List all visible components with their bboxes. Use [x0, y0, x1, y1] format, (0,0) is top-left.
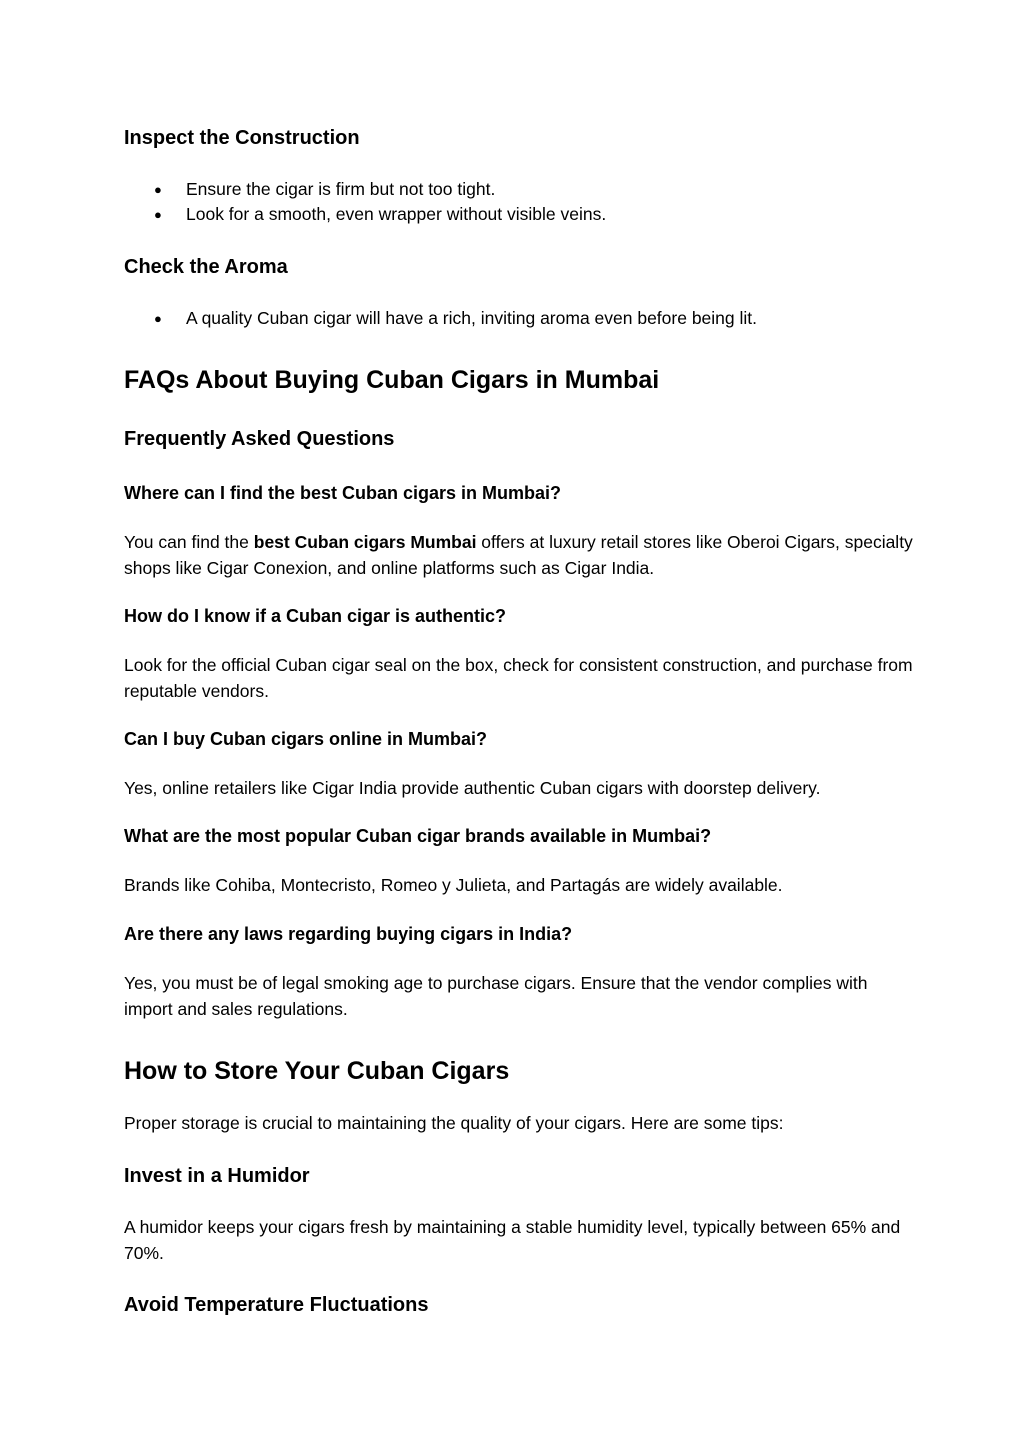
faqs-heading: FAQs About Buying Cuban Cigars in Mumbai	[124, 366, 660, 394]
faq-question: Are there any laws regarding buying cigars in India?	[124, 924, 573, 944]
answer-bold-text: best Cuban cigars Mumbai	[253, 532, 477, 552]
humidor-heading: Invest in a Humidor	[124, 1165, 310, 1187]
storage-heading: How to Store Your Cuban Cigars	[124, 1057, 510, 1085]
faq-answer: Brands like Cohiba, Montecristo, Romeo y Julieta, and Partagás are widely available.	[124, 875, 783, 895]
bullet-text: Ensure the cigar is firm but not too tight.	[186, 179, 496, 199]
faq-answer: Yes, online retailers like Cigar India provide authentic Cuban cigars with doorstep delivery.	[124, 778, 821, 798]
faq-question: How do I know if a Cuban cigar is authentic?	[124, 606, 507, 626]
check-aroma-heading: Check the Aroma	[124, 256, 288, 278]
bullet-text: Look for a smooth, even wrapper without visible veins.	[186, 204, 607, 224]
faq-subheading: Frequently Asked Questions	[124, 428, 395, 450]
answer-text: offers at luxury retail stores like Oberoi Cigars, specialty shops like Cigar Conexion, and online platforms such as Cigar India.	[124, 532, 913, 578]
inspect-construction-heading: Inspect the Construction	[124, 127, 360, 149]
faq-question: What are the most popular Cuban cigar brands available in Mumbai?	[124, 826, 712, 846]
temperature-heading: Avoid Temperature Fluctuations	[124, 1294, 429, 1316]
humidor-text: A humidor keeps your cigars fresh by maintaining a stable humidity level, typically between 65% and 70%.	[124, 1217, 901, 1263]
answer-text: You can find the	[124, 532, 254, 552]
bullet-icon: ●	[154, 182, 162, 197]
storage-intro: Proper storage is crucial to maintaining the quality of your cigars. Here are some tips:	[124, 1113, 784, 1133]
bullet-text: A quality Cuban cigar will have a rich, inviting aroma even before being lit.	[186, 308, 758, 328]
faq-answer: Look for the official Cuban cigar seal on the box, check for consistent construction, and purchase from reputable vendors.	[124, 655, 913, 701]
faq-answer	[124, 530, 914, 581]
bullet-icon: ●	[154, 207, 162, 222]
faq-answer: Yes, you must be of legal smoking age to purchase cigars. Ensure that the vendor complies with import and sales regulations.	[124, 973, 868, 1019]
faq-question: Can I buy Cuban cigars online in Mumbai?	[124, 729, 488, 749]
bullet-icon: ●	[154, 311, 162, 326]
faq-question: Where can I find the best Cuban cigars in Mumbai?	[124, 483, 562, 503]
